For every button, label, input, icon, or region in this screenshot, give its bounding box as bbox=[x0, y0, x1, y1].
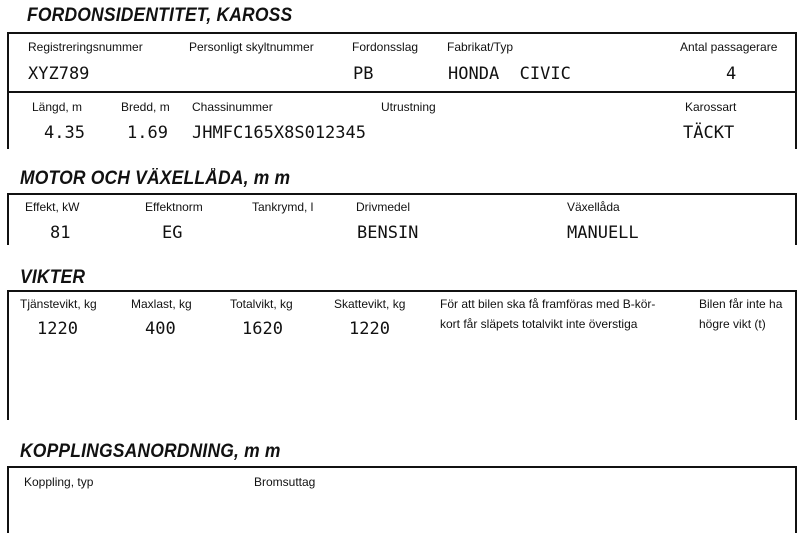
make-type-label: Fabrikat/Typ bbox=[447, 40, 514, 54]
make-type-value: HONDA CIVIC bbox=[448, 64, 571, 84]
power-value: 81 bbox=[50, 223, 71, 243]
body-type-label: Karossart bbox=[685, 100, 737, 114]
tax-weight-value: 1220 bbox=[349, 319, 390, 339]
passengers-label: Antal passagerare bbox=[680, 40, 778, 54]
reg-number-value: XYZ789 bbox=[28, 64, 90, 84]
b-license-note-line2: kort får släpets totalvikt inte överstiga bbox=[440, 317, 638, 331]
gearbox-label: Växellåda bbox=[567, 200, 620, 214]
chassis-label: Chassinummer bbox=[192, 100, 273, 114]
section-title-kaross: FORDONSIDENTITET, KAROSS bbox=[27, 5, 293, 26]
fuel-label: Drivmedel bbox=[356, 200, 411, 214]
curb-weight-value: 1220 bbox=[37, 319, 78, 339]
section-border-top bbox=[7, 193, 797, 195]
b-license-note-line1: För att bilen ska få framföras med B-kör- bbox=[440, 297, 656, 311]
reg-number-label: Registreringsnummer bbox=[28, 40, 143, 54]
tank-label: Tankrymd, l bbox=[252, 200, 314, 214]
power-norm-value: EG bbox=[162, 223, 183, 243]
power-label: Effekt, kW bbox=[25, 200, 80, 214]
section-border-top bbox=[7, 32, 797, 34]
total-weight-label: Totalvikt, kg bbox=[230, 297, 293, 311]
section-border-right bbox=[795, 193, 797, 245]
total-weight-value: 1620 bbox=[242, 319, 283, 339]
section-border-left bbox=[7, 290, 9, 420]
length-value: 4.35 bbox=[44, 123, 85, 143]
tax-weight-label: Skattevikt, kg bbox=[334, 297, 406, 311]
max-weight-note-line1: Bilen får inte ha bbox=[699, 297, 783, 311]
row-divider bbox=[7, 91, 797, 93]
section-border-top bbox=[7, 466, 797, 468]
vehicle-class-label: Fordonsslag bbox=[352, 40, 419, 54]
vehicle-class-value: PB bbox=[353, 64, 374, 84]
chassis-value: JHMFC165X8S012345 bbox=[192, 123, 366, 143]
max-weight-note-line2: högre vikt (t) bbox=[699, 317, 766, 331]
passengers-value: 4 bbox=[726, 64, 737, 84]
max-load-value: 400 bbox=[145, 319, 176, 339]
section-border-left bbox=[7, 193, 9, 245]
power-norm-label: Effektnorm bbox=[145, 200, 203, 214]
curb-weight-label: Tjänstevikt, kg bbox=[20, 297, 97, 311]
brake-outlet-label: Bromsuttag bbox=[254, 475, 316, 489]
section-border-top bbox=[7, 290, 797, 292]
equipment-label: Utrustning bbox=[381, 100, 436, 114]
section-border-right bbox=[795, 466, 797, 533]
length-label: Längd, m bbox=[32, 100, 83, 114]
section-title-koppling: KOPPLINGSANORDNING, m m bbox=[20, 441, 281, 462]
width-value: 1.69 bbox=[127, 123, 168, 143]
coupling-type-label: Koppling, typ bbox=[24, 475, 94, 489]
plate-number-label: Personligt skyltnummer bbox=[189, 40, 314, 54]
section-border-right bbox=[795, 290, 797, 420]
section-title-motor: MOTOR OCH VÄXELLÅDA, m m bbox=[20, 168, 291, 189]
width-label: Bredd, m bbox=[121, 100, 170, 114]
section-border-left bbox=[7, 466, 9, 533]
gearbox-value: MANUELL bbox=[567, 223, 639, 243]
section-title-vikter: VIKTER bbox=[20, 267, 86, 288]
max-load-label: Maxlast, kg bbox=[131, 297, 192, 311]
body-type-value: TÄCKT bbox=[683, 123, 735, 143]
fuel-value: BENSIN bbox=[357, 223, 419, 243]
